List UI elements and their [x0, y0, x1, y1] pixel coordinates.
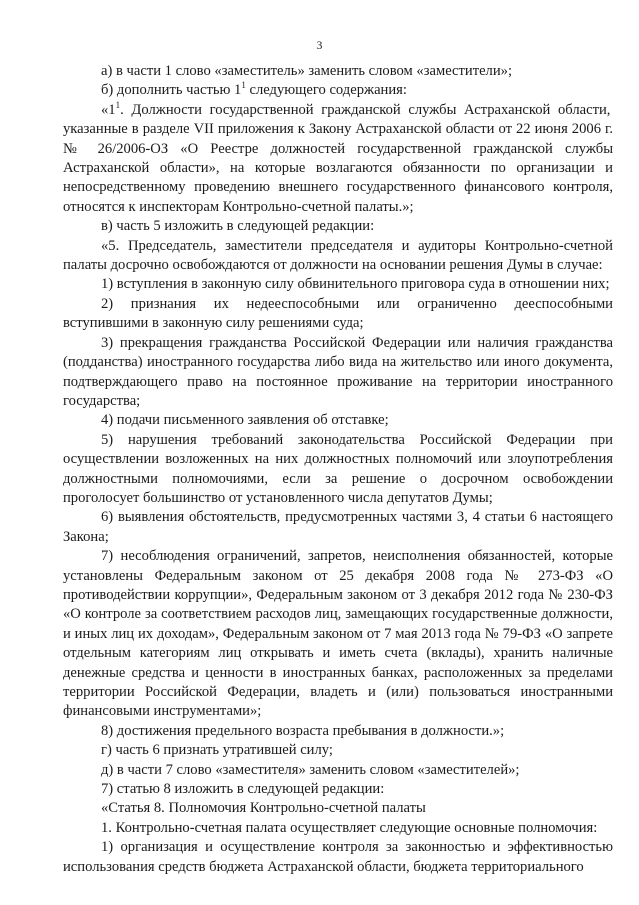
paragraph-amendment-a: а) в части 1 слово «заместитель» заменить словом «заместители»;: [101, 63, 512, 79]
paragraph-part-5: «5. Председатель, заместители председателя и аудиторы Контрольно-счетной палаты досрочно освобождаются от должности на основании решения Думы в случае:: [63, 237, 613, 274]
article-8-heading: «Статья 8. Полномочия Контрольно-счетной палаты: [101, 800, 426, 817]
superscript-part-ref: 1: [241, 80, 246, 91]
article-8-item-1: 1) организация и осуществление контроля за законностью и эффективностью использования средств бюджета Астраханской области, бюджета территориального: [63, 839, 613, 875]
paragraph-amendment-g: г) часть 6 признать утратившей силу;: [101, 742, 333, 759]
list-item-8: 8) достижения предельного возраста пребывания в должности.»;: [101, 722, 505, 739]
superscript-item-ref: 1: [115, 99, 121, 110]
paragraph-amendment-b-suffix: следующего содержания:: [245, 82, 407, 99]
paragraph-amendment-7: 7) статью 8 изложить в следующей редакции:: [101, 781, 385, 798]
document-body: [63, 62, 613, 877]
list-item-7: 7) несоблюдения ограничений, запретов, неисполнения обязанностей, которые установлены Федеральным законом от 25 декабря 2008 года № 273-ФЗ «О противодействии коррупции», Федеральным законом от 3 декабря 2012 года № 230-ФЗ «О контроле за соответствием расходов лиц, замещающих государственные должности, и иных лиц их доходам», Федеральным законом от 7 мая 2013 года № 79-ФЗ «О запрете отдельным категориям лиц открывать и иметь счета (вклады), хранить наличные денежные средства и ценности в иностранных банках, расположенных за пределами территории Российской Федерации, владеть и (или) пользоваться иностранными финансовыми инструментами»;: [63, 548, 613, 720]
article-8-part-1: 1. Контрольно-счетная палата осуществляет следующие основные полномочия:: [101, 819, 598, 836]
list-item-6: 6) выявления обстоятельств, предусмотренных частями 3, 4 статьи 6 настоящего Закона;: [63, 509, 613, 545]
paragraph-amendment-b: [63, 81, 613, 100]
page-number: 3: [316, 40, 323, 52]
paragraph-part-1-1-body: указанные в разделе VII приложения к Закону Астраханской области от 22 июня 2006 г. № 26/2006-ОЗ «О Реестре должностей государственной гражданской службы Астраханской области», на которые возлагаются обязанности по организации и непосредственному проведению внешнего государственного финансового контроля, относятся к инспекторам Контрольно-счетной палаты.»;: [63, 121, 613, 215]
paragraph-part-1-1-start: [63, 101, 613, 120]
list-item-3: 3) прекращения гражданства Российской Федерации или наличия гражданства (подданства) иностранного государства либо вида на жительство или иного документа, подтверждающего право на постоянное проживание на территории иностранного государства;: [63, 334, 613, 409]
paragraph-amendment-c: в) часть 5 изложить в следующей редакции:: [101, 218, 375, 235]
paragraph-amendment-b-text: б) дополнить частью 1: [101, 82, 242, 99]
list-item-2: 2) признания их недееспособными или ограниченно дееспособными вступившими в законную силу решениями суда;: [63, 295, 613, 332]
list-item-1: 1) вступления в законную силу обвинительного приговора суда в отношении них;: [101, 276, 610, 293]
paragraph-part-1-1-heading: . Должности государственной гражданской службы Астраханской области,: [120, 101, 611, 118]
paragraph-part-1-1-open: «1: [101, 101, 116, 118]
list-item-4: 4) подачи письменного заявления об отставке;: [101, 412, 389, 429]
paragraph-amendment-d: д) в части 7 слово «заместителя» заменить словом «заместителей»;: [101, 761, 520, 778]
list-item-5: 5) нарушения требований законодательства Российской Федерации при осуществлении возложенных на них должностных полномочий или злоупотребления должностными полномочиями, если за решение о досрочном освобождении проголосует большинство от установленного числа депутатов Думы;: [63, 431, 613, 506]
